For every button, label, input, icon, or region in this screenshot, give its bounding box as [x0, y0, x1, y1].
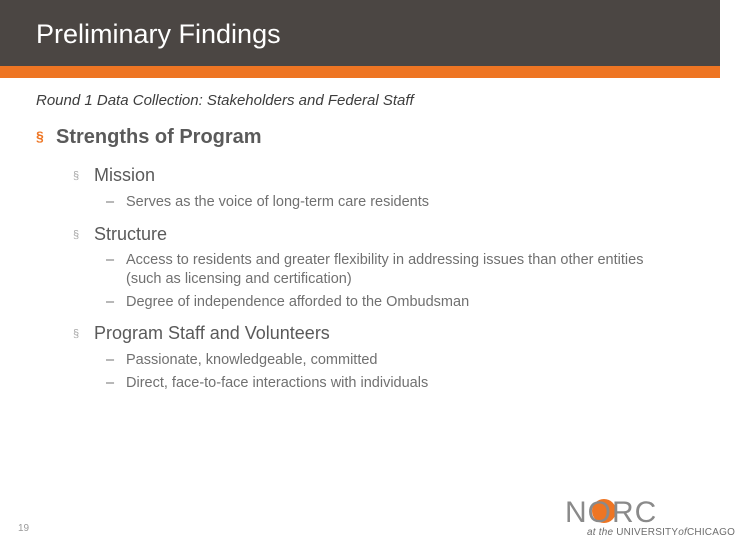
title-bar: [0, 0, 720, 66]
list-item: [106, 374, 666, 393]
main-bullet-label: Strengths of Program: [56, 126, 262, 148]
dash-bullet-icon: –: [106, 352, 115, 368]
list-item-text: Access to residents and greater flexibility in addressing issues than other entities (such as licensing and certification): [126, 252, 644, 287]
list-item-text: Degree of independence afforded to the Ombudsman: [126, 294, 470, 310]
slide-title: Preliminary Findings: [36, 19, 281, 49]
list-item-text: Serves as the voice of long-term care residents: [126, 194, 430, 210]
section-label: Structure: [94, 224, 168, 244]
page-number: 19: [18, 523, 30, 534]
section-label: Mission: [94, 165, 156, 185]
dash-bullet-icon: –: [106, 252, 115, 268]
logo-wordmark: NORC: [565, 496, 658, 529]
slide-subtitle: Round 1 Data Collection: Stakeholders and Federal Staff: [36, 92, 414, 109]
list-item-text: Passionate, knowledgeable, committed: [126, 352, 378, 368]
section-label: Program Staff and Volunteers: [94, 323, 330, 343]
list-item: [106, 293, 666, 312]
list-item-text: Direct, face-to-face interactions with individuals: [126, 375, 429, 391]
dash-bullet-icon: –: [106, 294, 115, 310]
square-bullet-icon: §: [73, 170, 80, 182]
dash-bullet-icon: –: [106, 375, 115, 391]
dash-bullet-icon: –: [106, 194, 115, 210]
section-program-staff: [73, 323, 330, 344]
square-bullet-icon: §: [73, 229, 80, 241]
square-bullet-icon: §: [36, 128, 44, 144]
list-item: [106, 251, 666, 289]
square-bullet-icon: §: [73, 328, 80, 340]
main-bullet: [36, 126, 262, 149]
norc-logo: [560, 496, 735, 540]
section-structure: [73, 224, 167, 245]
accent-bar: [0, 66, 720, 78]
section-mission: [73, 165, 155, 186]
logo-tagline: at the UNIVERSITYofCHICAGO: [587, 527, 735, 538]
list-item: [106, 193, 666, 212]
list-item: [106, 351, 666, 370]
